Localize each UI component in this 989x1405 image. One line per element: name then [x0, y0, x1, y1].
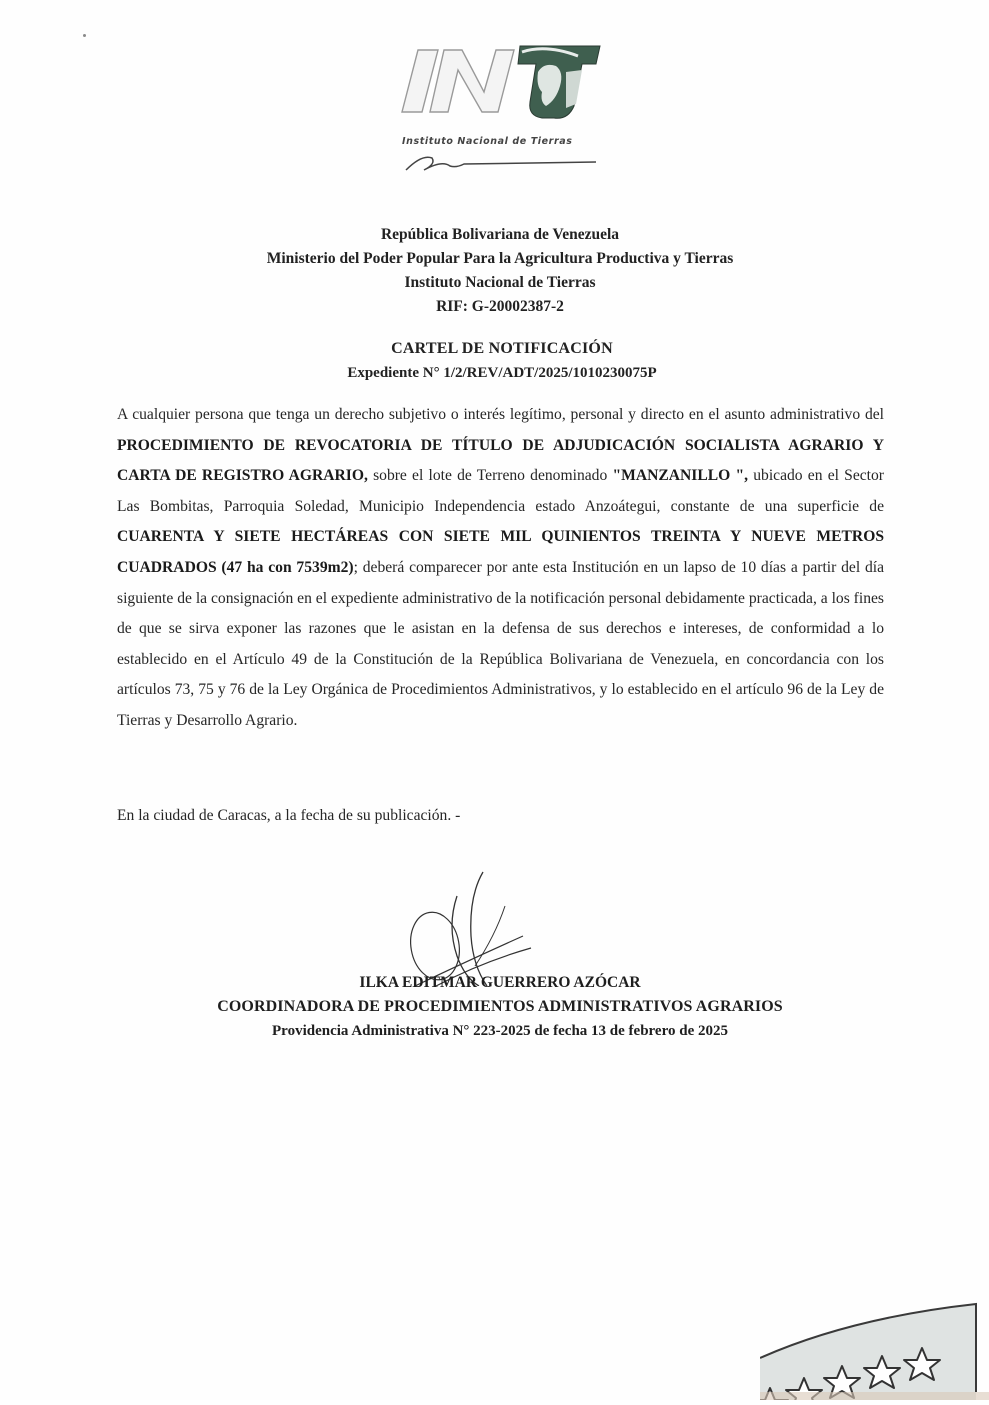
signatory-providencia: Providencia Administrativa N° 223-2025 de fecha 13 de febrero de 2025 — [272, 1023, 728, 1039]
body-text-4: ; deberá comparecer por ante esta Institución en un lapso de 10 días a partir del día siguiente de la consignación en el expediente administrativo de la notificación personal debidamente practicada, a los fines de que se sirva exponer las razones que le asistan en la defensa de sus derechos e intereses, de conformidad a lo establecido en el Artículo 49 de la Constitución de la República Bolivariana de Venezuela, en concordancia con los artículos 73, 75 y 76 de la Ley Orgánica de Procedimientos Administrativos, y lo establecido en el artículo 96 de la Ley de Tierras y Desarrollo Agrario. — [117, 558, 884, 729]
body-text-3: ubicado en el Sector Las Bombitas, Parroquia Soledad, Municipio Independencia estado Anzoátegui, constante de una superficie de — [117, 467, 884, 515]
notice-body — [117, 400, 884, 737]
scan-speck — [83, 34, 86, 37]
body-text-1: A cualquier persona que tenga un derecho subjetivo o interés legítimo, personal y directo en el asunto administrativo del — [117, 406, 884, 423]
body-text-2: sobre el lote de Terreno denominado — [367, 467, 613, 485]
handwritten-signature-icon — [395, 866, 545, 986]
signatory-name: ILKA EDITMAR GUERRERO AZÓCAR — [359, 974, 641, 991]
logo-caption: Instituto Nacional de Tierras — [402, 136, 573, 147]
header-country: República Bolivariana de Venezuela — [380, 226, 620, 243]
surface-area: CUARENTA Y SIETE HECTÁREAS CON SIETE MIL QUINIENTOS TREINTA Y NUEVE METROS CUADRADOS (47 ha con 7539m2) — [117, 528, 884, 576]
signatory-block — [0, 971, 989, 1043]
institution-header — [0, 223, 989, 319]
document-title: CARTEL DE NOTIFICACIÓN — [391, 340, 613, 357]
int-logo — [396, 42, 606, 182]
signatory-position: COORDINADORA DE PROCEDIMIENTOS ADMINISTRATIVOS AGRARIOS — [217, 998, 783, 1015]
header-rif: RIF: G-20002387-2 — [436, 298, 564, 315]
procedure-name: PROCEDIMIENTO DE REVOCATORIA DE TÍTULO DE ADJUDICACIÓN SOCIALISTA AGRARIO Y CARTA DE REGISTRO AGRARIO, — [117, 436, 884, 485]
header-institute: Instituto Nacional de Tierras — [404, 274, 596, 291]
closing-line: En la ciudad de Caracas, a la fecha de su publicación. - — [117, 807, 461, 824]
title-block — [0, 337, 989, 385]
lot-name: "MANZANILLO ", — [612, 467, 749, 485]
header-ministry: Ministerio del Poder Popular Para la Agricultura Productiva y Tierras — [266, 250, 734, 267]
stars-emblem-icon — [760, 1280, 989, 1400]
int-logo-emblem-icon — [396, 42, 606, 182]
expediente-number: Expediente N° 1/2/REV/ADT/2025/1010230075P — [347, 365, 657, 381]
